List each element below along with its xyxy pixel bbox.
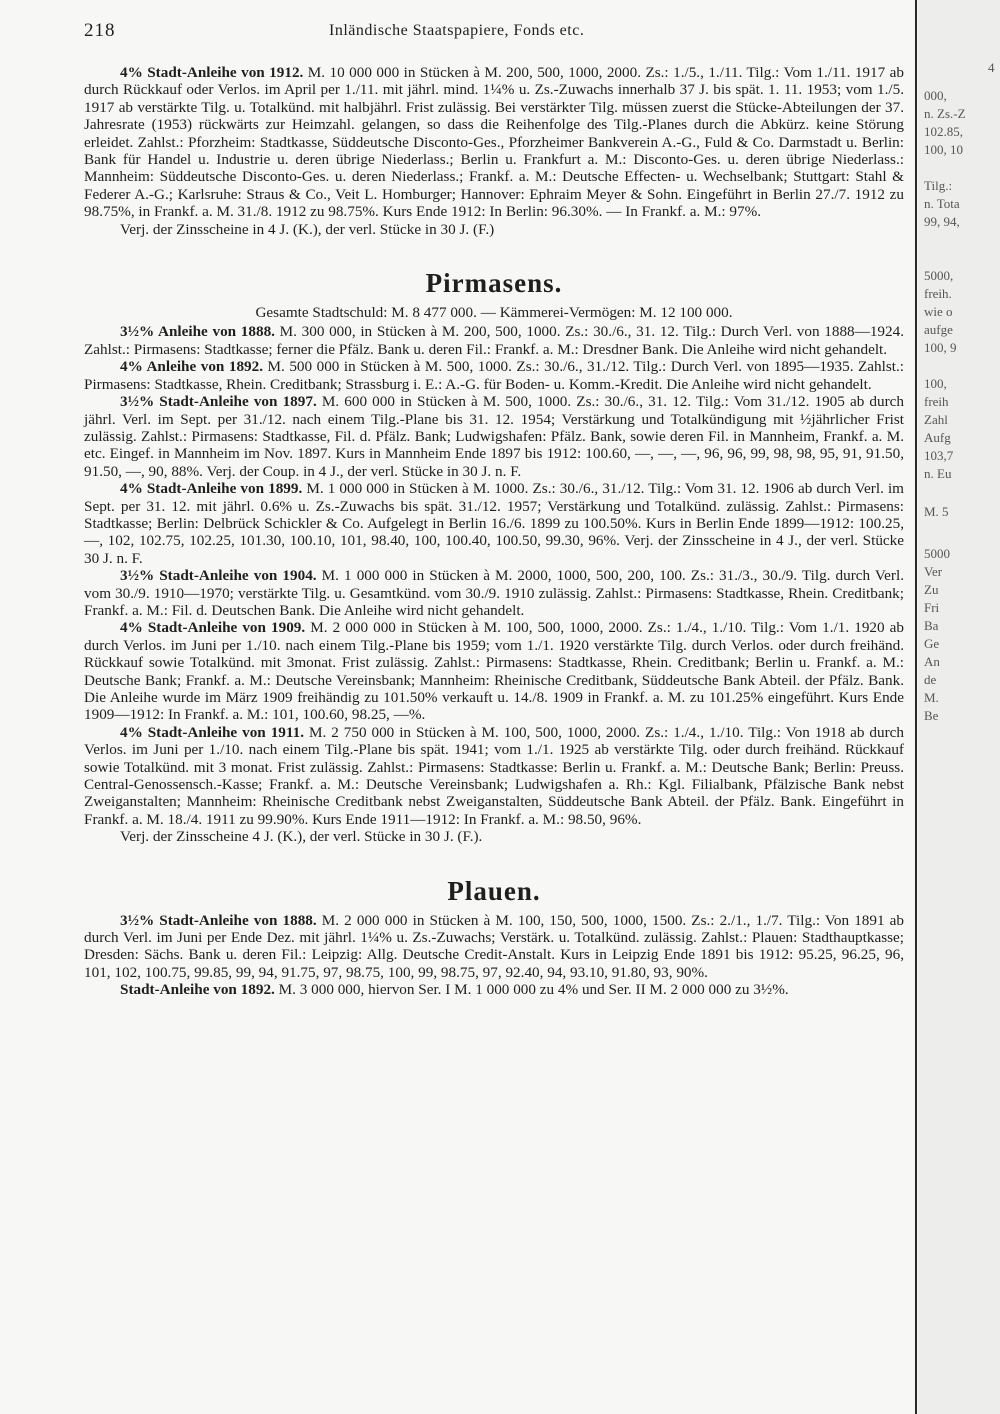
- bleed-fragment: 102.85,: [924, 124, 963, 139]
- city-heading-plauen: Plauen.: [447, 875, 541, 906]
- running-title: Inländische Staatspapiere, Fonds etc.: [329, 22, 585, 39]
- bleed-fragment: Ver: [924, 564, 943, 579]
- bond-entry: [84, 619, 904, 723]
- bleed-fragment: 100,: [924, 376, 947, 391]
- page-number: 218: [84, 20, 116, 41]
- bleed-fragment: 100, 10: [924, 142, 963, 157]
- bleed-fragment: wie o: [924, 304, 953, 319]
- bleed-fragment: n. Zs.-Z: [924, 106, 966, 121]
- bleed-fragment: n. Tota: [924, 196, 960, 211]
- bleed-fragment: de: [924, 672, 937, 687]
- bleed-fragment: M. 5: [924, 504, 949, 519]
- bond-details: M. 2 000 000 in Stücken à M. 100, 500, 1000, 2000. Zs.: 1./4., 1./10. Tilg.: Vom 1./1. 1920 ab durch Verlos. im Juni per 1./10. nach einem Tilg.-Plane bis 1959; vom 1./1. 1920 verstärkte Tilg. durch Verlos. oder durch freihänd. Rückkauf sowie Totalkünd. mit 3monat. Frist zulässig. Zahlst.: Pirmasens: Stadtkasse, Rhein. Creditbank; Berlin u. Frankf. a. M.: Deutsche Bank; Frankf. a. M.: Deutsche Vereinsbank; Mannheim: Rheinische Creditbank, Süddeutsche Bank Abteil. der Pfälz. Bank. Die Anleihe wurde im März 1909 freihändig zu 101.50% verkauft u. 14./8. 1909 in Frankf. a. M. zu 101.25% eingeführt. Kurs Ende 1909—1912: In Frankf. a. M.: 101, 100.60, 98.25, —%.: [84, 619, 904, 724]
- bond-entry: [84, 912, 904, 982]
- bond-entry: [84, 358, 904, 393]
- bond-title: 3½% Stadt-Anleihe von 1897.: [120, 393, 317, 411]
- bond-title: Stadt-Anleihe von 1892.: [120, 981, 275, 999]
- bleed-fragment: n. Eu: [924, 466, 952, 481]
- bleed-fragment: freih.: [924, 286, 952, 301]
- bond-entry: [84, 981, 904, 998]
- page-header: [84, 20, 904, 44]
- bleed-fragment: freih: [924, 394, 949, 409]
- bond-entry: [84, 567, 904, 619]
- bond-details: M. 1 000 000 in Stücken à M. 2000, 1000, 500, 200, 100. Zs.: 31./3., 30./9. Tilg. durch Verl. vom 30./9. 1910—1970; verstärkte Tilg. u. Gesamtkünd. vom 30./9. 1910 zulässig. Zahlst.: Pirmasens: Stadtkasse, Rhein. Creditbank; Frankf. a. M.: Fil. d. Deutschen Bank. Die Anleihe wird nicht gehandelt.: [84, 567, 904, 619]
- bleed-fragment: aufge: [924, 322, 953, 337]
- bond-details: M. 3 000 000, hiervon Ser. I M. 1 000 000 zu 4% und Ser. II M. 2 000 000 zu 3½%.: [274, 981, 789, 999]
- bond-entry: [84, 64, 904, 221]
- bond-entry: [84, 724, 904, 828]
- city-heading-pirmasens: Pirmasens.: [425, 268, 563, 299]
- limitation-note: Verj. der Zinsscheine 4 J. (K.), der verl. Stücke in 30 J. (F.).: [120, 828, 483, 846]
- bleed-fragment: 99, 94,: [924, 214, 960, 229]
- limitation-note: Verj. der Zinsscheine in 4 J. (K.), der verl. Stücke in 30 J. (F.): [120, 220, 495, 238]
- bleed-fragment: 5000: [924, 546, 950, 561]
- bleed-fragment: Ba: [924, 618, 939, 633]
- bond-details: M. 600 000 in Stücken à M. 500, 1000. Zs.: 30./6., 31. 12. Tilg.: Vom 31./12. 1905 ab durch jährl. Verl. im Sept. per 31./12. nach einem Tilg.-Plane bis 31. 12. 1954; Verstärkung und Totalkündigung mit ½jährlicher Frist zulässig. Zahlst.: Pirmasens: Stadtkasse, Fil. d. Pfälz. Bank; Ludwigshafen: Pfälz. Bank, sowie deren Fil. in Mannheim, Frankf. a. M. etc. Eingef. in Mannheim im Nov. 1897. Kurs in Mannheim Ende 1897 bis 1912: 100.60, —, —, —, 96, 96, 99, 98, 98, 95, 91, 91.50, 91.50, —, 90, 88%. Verj. der Coup. in 4 J., der verl. Stücke in 30 J. n. F.: [84, 393, 904, 480]
- bond-title: 3½% Stadt-Anleihe von 1904.: [120, 567, 317, 585]
- bond-title: 3½% Stadt-Anleihe von 1888.: [120, 911, 317, 929]
- bond-details: M. 1 000 000 in Stücken à M. 1000. Zs.: 30./6., 31./12. Tilg.: Vom 31. 12. 1906 ab durch Verl. im Sept. per 31. 12. mit jährl. 0.6% u. Zs.-Zuwachs bis spät. 31./12. 1957; Verstärkung und Totalkünd. zulässig. Zahlst.: Pirmasens: Stadtkasse; Berlin: Delbrück Schickler & Co. Aufgelegt in Berlin 16./6. 1899 zu 100.50%. Kurs in Berlin Ende 1899—1912: 100.25, —, 102, 102.75, 102.25, 101.30, 100.10, 101, 98.40, 100, 100.40, 100.50, 99.30, 96%. Verj. der Zinsscheine in 4 J., der verl. Stücke 30 J. n. F.: [84, 480, 904, 567]
- bond-details: M. 300 000, in Stücken à M. 200, 500, 1000. Zs.: 30./6., 31. 12. Tilg.: Durch Verl. von 1888—1924. Zahlst.: Pirmasens: Stadtkasse; ferner die Pfälz. Bank u. deren Fil.: Frankf. a. M.: Dresdner Bank. Die Anleihe wird nicht gehandelt.: [84, 323, 905, 358]
- bleed-fragment: 4: [988, 60, 995, 75]
- bleed-fragment: 000,: [924, 88, 947, 103]
- bleed-fragment: Zu: [924, 582, 939, 597]
- bleed-fragment: Ge: [924, 636, 940, 651]
- bleed-fragment: 100, 9: [924, 340, 957, 355]
- adjacent-page-bleed: [918, 0, 1000, 1414]
- bond-details: M. 2 000 000 in Stücken à M. 100, 150, 500, 1000, 1500. Zs.: 2./1., 1./7. Tilg.: Von 1891 ab durch Verl. im Juni per Ende Dez. mit jährl. 1¼% u. Zs.-Zuwachs; Verstärk. u. Totalkünd. zulässig. Zahlst.: Plauen: Stadthauptkasse; Dresden: Sächs. Bank u. deren Fil.: Leipzig: Allg. Deutsche Credit-Anstalt. Kurs in Leipzig Ende 1891 bis 1912: 95.25, 96.25, 96, 101, 102, 100.75, 99.85, 99, 94, 91.75, 97, 98.75, 100, 99, 98.75, 97, 92.40, 94, 93.10, 91.80, 93, 90%.: [84, 911, 904, 981]
- bleed-fragment: An: [924, 654, 940, 669]
- bond-entry: [84, 393, 904, 480]
- bond-details: M. 2 750 000 in Stücken à M. 100, 500, 1000, 2000. Zs.: 1./4., 1./10. Tilg.: Von 1918 ab durch Verlos. im Juni per 1./10. nach einem Tilg.-Plane bis spät. 1941; vom 1./1. 1925 ab verstärkte Tilg. oder durch freihänd. Rückkauf sowie Totalkünd. mit 3 monat. Frist zulässig. Zahlst.: Pirmasens: Stadtkasse: Berlin u. Frankf. a. M.: Deutsche Bank; Berlin: Preuss. Central-Genossensch.-Kasse; Frankf. a. M.: Deutsche Vereinsbank; Ludwigshafen a. Rh.: Kgl. Filialbank, Pfälzische Bank nebst Zweiganstalten; Mannheim: Rheinische Creditbank nebst Zweiganstalten, Süddeutsche Bank Abteil. der Pfälz. Bank. Eingeführt in Frankf. a. M. 18./4. 1911 zu 99.90%. Kurs Ende 1911—1912: In Frankf. a. M.: 98.50, 96%.: [84, 723, 904, 828]
- bond-entry: [84, 323, 904, 358]
- bond-title: 4% Anleihe von 1892.: [120, 358, 264, 376]
- bleed-fragment: 5000,: [924, 268, 954, 283]
- bleed-fragment: Fri: [924, 600, 940, 615]
- bond-entry: [84, 480, 904, 567]
- bond-title: 3½% Anleihe von 1888.: [120, 323, 275, 341]
- bond-title: 4% Stadt-Anleihe von 1911.: [120, 723, 305, 741]
- bond-details: M. 500 000 in Stücken à M. 500, 1000. Zs.: 30./6., 31./12. Tilg.: Durch Verl. von 1895—1935. Zahlst.: Pirmasens: Stadtkasse, Rhein. Creditbank; Strassburg i. E.: A.-G. für Boden- u. Komm.-Kredit. Die Anleihe wird nicht gehandelt.: [84, 358, 904, 393]
- bleed-fragment: Aufg: [924, 430, 951, 445]
- bleed-fragment: Zahl: [924, 412, 948, 427]
- bond-details: M. 10 000 000 in Stücken à M. 200, 500, 1000, 2000. Zs.: 1./5., 1./11. Tilg.: Vom 1./11. 1917 ab durch Rückkauf oder Verlos. im April per 1./11. mit jährl. mind. 1¼% u. Zs.-Zuwachs innerhalb 37 J. bis spät. 1. 11. 1953; vom 1./5. 1917 ab verstärkte Tilg. u. Totalkünd. mit halbjährl. Frist zulässig. Bei verstärkter Tilg. müssen zuerst die Stücke-Abteilungen der 37. Jahresrate (1953) rückwärts zur Heimzahl. gelangen, so dass die Reihenfolge des Tilg.-Planes durch die Abkürz. keine Störung erleidet. Zahlst.: Pforzheim: Stadtkasse, Süddeutsche Disconto-Ges., Pforzheimer Bankverein A.-G., Fuld & Co. Darmstadt u. Berlin: Bank für Handel u. Industrie u. deren übrige Niederlass.; Berlin u. Frankfurt a. M.: Disconto-Ges. u. deren übrige Niederlass.: Mannheim: Süddeutsche Disconto-Ges. u. deren Niederlass.; Frankf. a. M.: Deutsche Effecten- u. Wechselbank; Stuttgart: Stahl & Federer A.-G.; Karlsruhe: Straus & Co., Veit L. Homburger; Hannover: Ephraim Meyer & Sohn. Eingeführt in Berlin 27./7. 1912 zu 98.75%, in Frankf. a. M. 31./8. 1912 zu 98.75%. Kurs Ende 1912: In Berlin: 96.30%. — In Frankf. a. M.: 97%.: [84, 64, 904, 221]
- page-content: [84, 64, 904, 999]
- bleed-fragment: M.: [924, 690, 939, 705]
- bleed-fragment: 103,7: [924, 448, 954, 463]
- bond-title: 4% Stadt-Anleihe von 1899.: [120, 480, 303, 498]
- bleed-fragment: Be: [924, 708, 939, 723]
- debt-summary: Gesamte Stadtschuld: M. 8 477 000. — Kämmerei-Vermögen: M. 12 100 000.: [255, 304, 733, 322]
- bond-title: 4% Stadt-Anleihe von 1912.: [120, 64, 304, 81]
- bleed-fragment: Tilg.:: [924, 178, 953, 193]
- bond-title: 4% Stadt-Anleihe von 1909.: [120, 619, 306, 637]
